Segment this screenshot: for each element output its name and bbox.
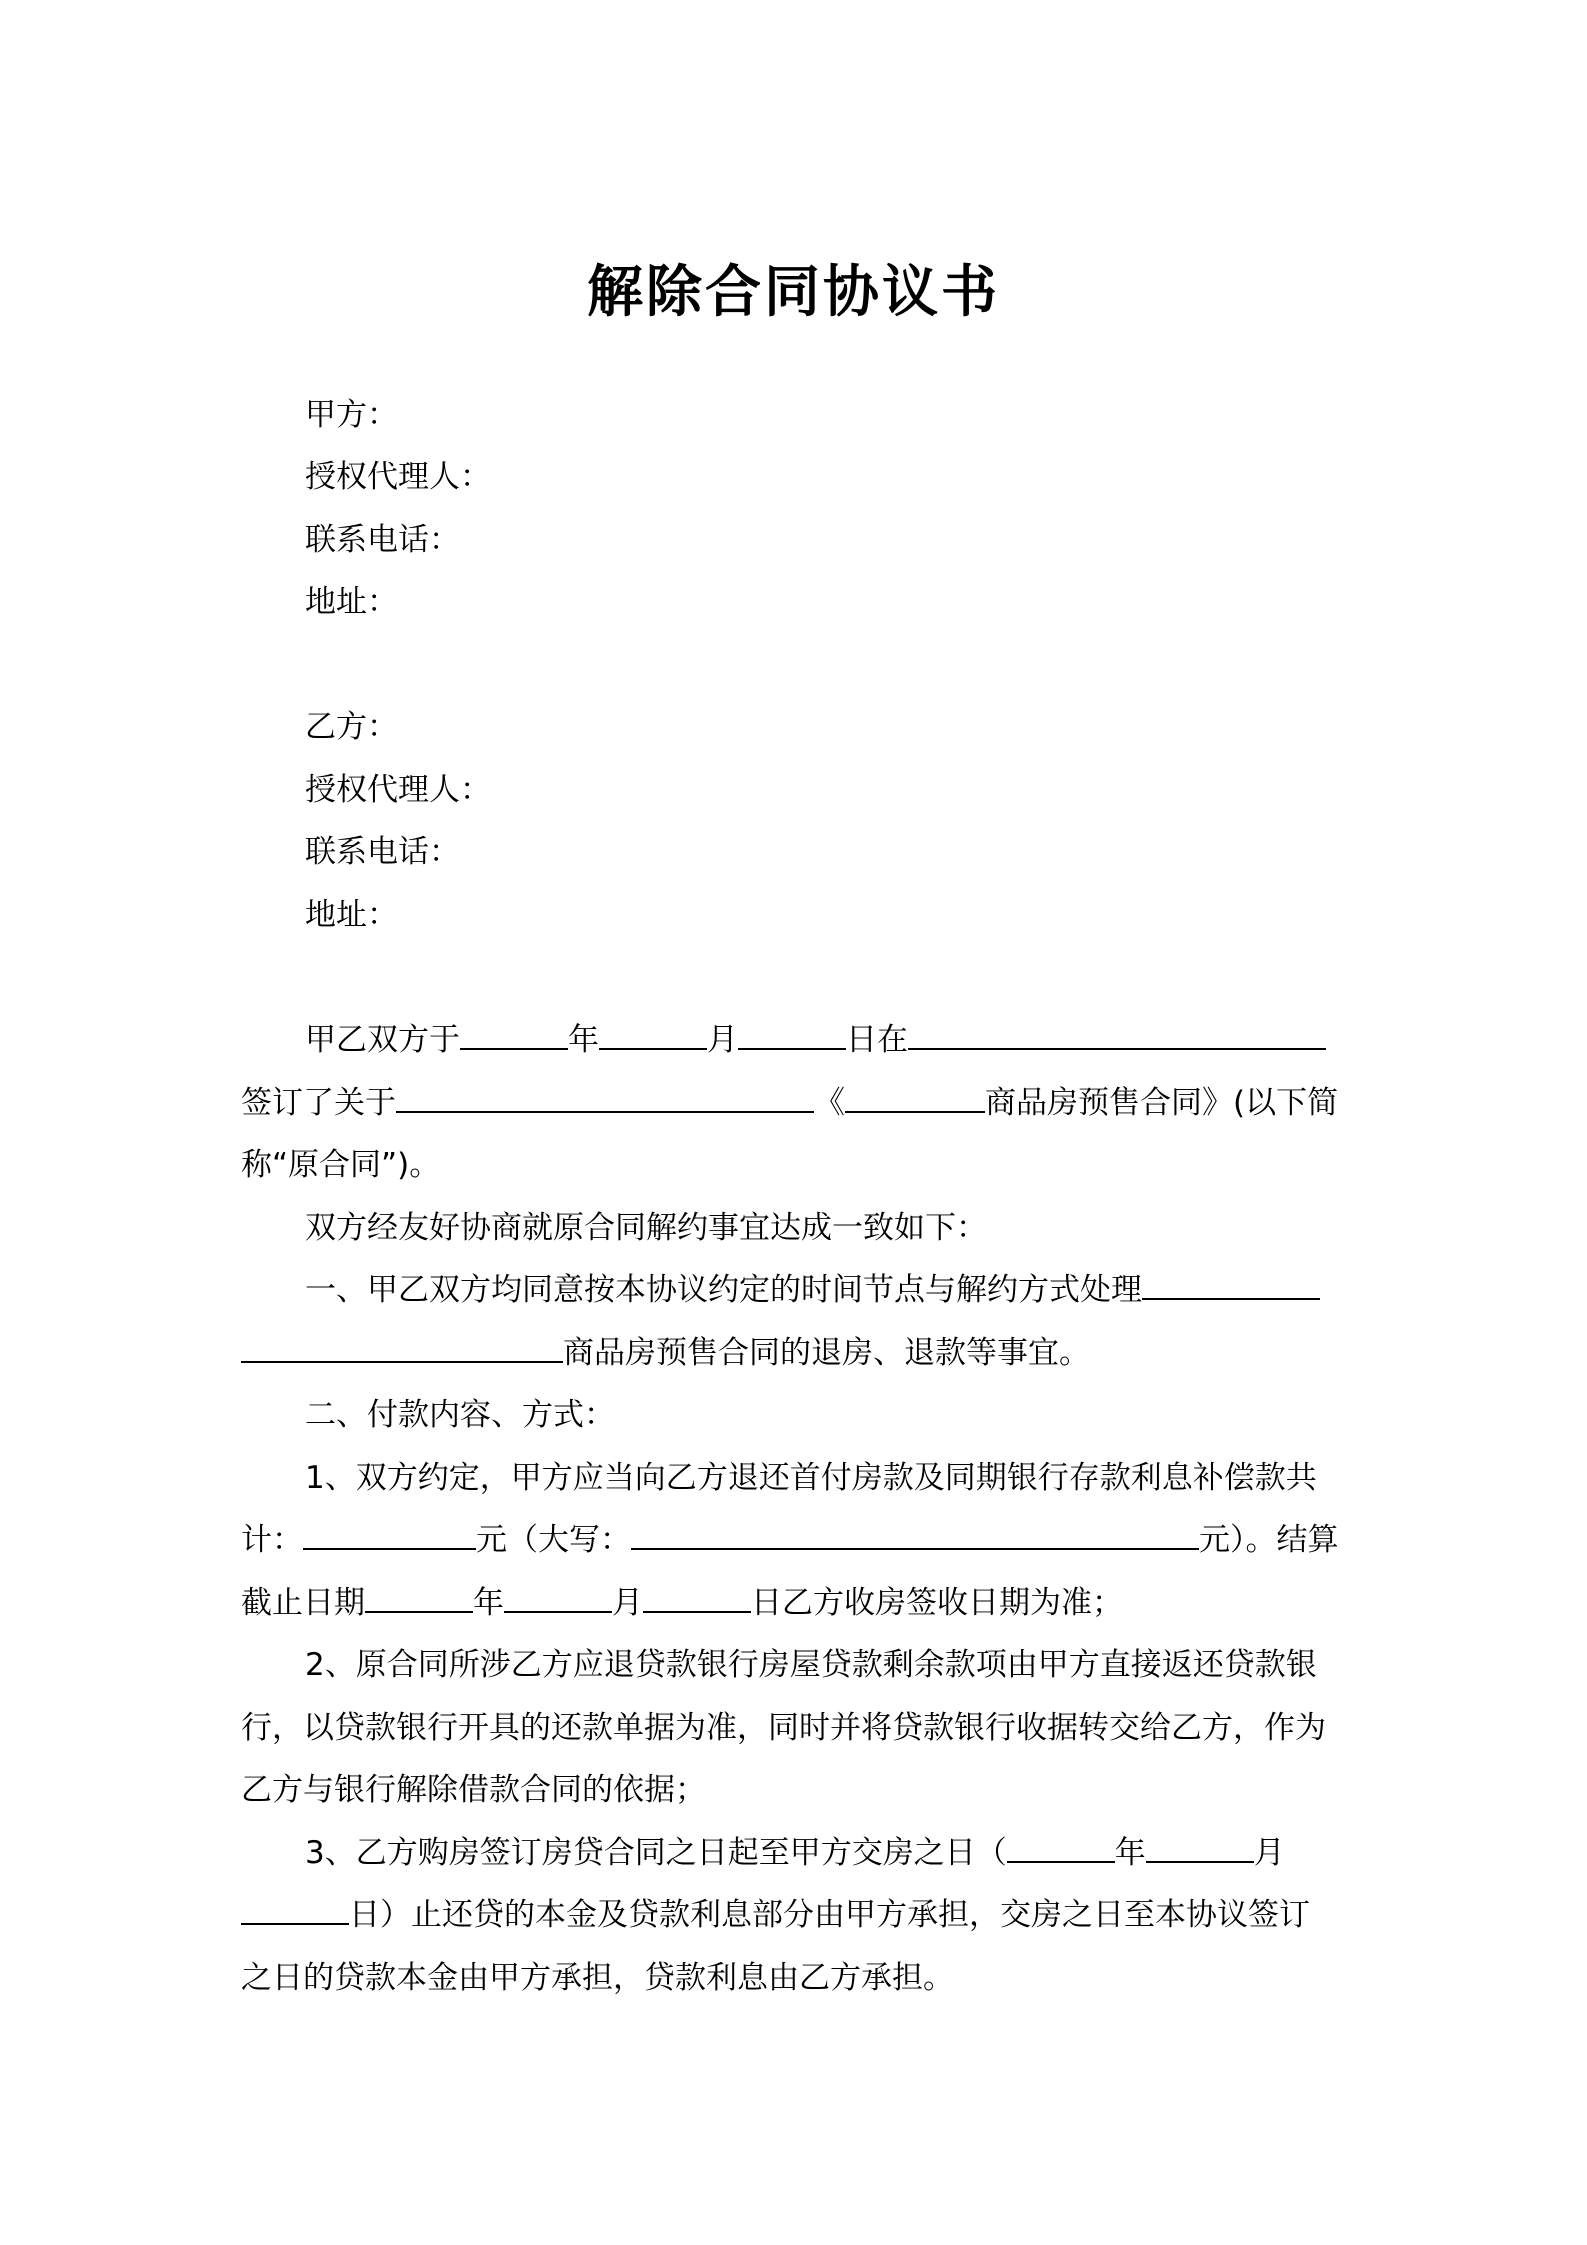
blank-year[interactable] <box>460 1020 568 1050</box>
clause-1-line-1 <box>305 1270 1320 1310</box>
clause-2-item-2-line-2: 行，以贷款银行开具的还款单据为准，同时并将贷款银行收据转交给乙方，作为 <box>241 1710 1326 1746</box>
blank-day[interactable] <box>738 1020 846 1050</box>
party-a-phone-label: 联系电话： <box>305 522 460 558</box>
party-a-label: 甲方： <box>305 397 398 433</box>
blank-month[interactable] <box>1146 1833 1254 1863</box>
month-label: 月 <box>707 1022 738 1058</box>
intro-line-2 <box>241 1083 1338 1123</box>
blank-clause-1-a[interactable] <box>1142 1270 1320 1300</box>
clause-2-item-1-line-1: 1、双方约定，甲方应当向乙方退还首付房款及同期银行存款利息补偿款共 <box>305 1460 1317 1496</box>
book-quote-open: 《 <box>814 1085 845 1121</box>
month-label: 月 <box>612 1585 643 1621</box>
intro-line-1 <box>305 1020 1326 1060</box>
intro-text: 甲乙双方于 <box>305 1022 460 1058</box>
blank-year[interactable] <box>1007 1833 1115 1863</box>
year-label: 年 <box>568 1022 599 1058</box>
blank-location[interactable] <box>908 1020 1326 1050</box>
party-a-agent-label: 授权代理人： <box>305 459 491 495</box>
blank-month[interactable] <box>504 1583 612 1613</box>
blank-day[interactable] <box>241 1895 349 1925</box>
party-a-address-label: 地址： <box>305 584 398 620</box>
year-label: 年 <box>473 1585 504 1621</box>
intro-line-3: 称“原合同”)。 <box>241 1147 441 1183</box>
clause-2-item-1-line-3 <box>241 1583 1123 1623</box>
intro-text: 商品房预售合同》(以下简 <box>985 1085 1339 1121</box>
party-b-agent-label: 授权代理人： <box>305 772 491 808</box>
clause-2-heading: 二、付款内容、方式： <box>305 1397 615 1433</box>
party-b-phone-label: 联系电话： <box>305 834 460 870</box>
clause-2-item-2-line-1: 2、原合同所涉乙方应退贷款银行房屋贷款剩余款项由甲方直接返还贷款银 <box>305 1647 1317 1683</box>
clause-2-item-1-line-2 <box>241 1520 1339 1560</box>
blank-year[interactable] <box>365 1583 473 1613</box>
blank-month[interactable] <box>599 1020 707 1050</box>
clause-text: 商品房预售合同的退房、退款等事宜。 <box>563 1335 1090 1371</box>
clause-2-item-3-line-3: 之日的贷款本金由甲方承担，贷款利息由乙方承担。 <box>241 1960 954 1996</box>
blank-amount[interactable] <box>303 1520 476 1550</box>
day-location-label: 日在 <box>846 1022 908 1058</box>
document-title: 解除合同协议书 <box>587 259 1000 325</box>
party-b-label: 乙方： <box>305 709 398 745</box>
clause-text: 元）。结算 <box>1199 1522 1339 1558</box>
clause-2-item-2-line-3: 乙方与银行解除借款合同的依据； <box>241 1772 706 1808</box>
clause-text: 一、甲乙双方均同意按本协议约定的时间节点与解约方式处理 <box>305 1272 1142 1308</box>
party-b-address-label: 地址： <box>305 897 398 933</box>
blank-clause-1-b[interactable] <box>241 1333 563 1363</box>
deadline-label: 截止日期 <box>241 1585 365 1621</box>
clause-text: 3、乙方购房签订房贷合同之日起至甲方交房之日（ <box>305 1835 1007 1871</box>
blank-contract-name[interactable] <box>845 1083 985 1113</box>
blank-amount-words[interactable] <box>631 1520 1199 1550</box>
month-label: 月 <box>1253 1835 1285 1871</box>
year-label: 年 <box>1114 1835 1146 1871</box>
intro-line-4: 双方经友好协商就原合同解约事宜达成一致如下： <box>305 1210 987 1246</box>
clause-text: 日乙方收房签收日期为准； <box>751 1585 1123 1621</box>
clause-2-item-3-line-1 <box>305 1833 1285 1873</box>
intro-text: 签订了关于 <box>241 1085 396 1121</box>
amount-words-label: 元（大写： <box>476 1522 631 1558</box>
blank-day[interactable] <box>643 1583 751 1613</box>
clause-text: 日）止还贷的本金及贷款利息部分由甲方承担，交房之日至本协议签订 <box>349 1897 1310 1933</box>
amount-label: 计： <box>241 1522 303 1558</box>
clause-2-item-3-line-2 <box>241 1895 1310 1935</box>
clause-1-line-2 <box>241 1333 1090 1373</box>
blank-subject[interactable] <box>396 1083 814 1113</box>
